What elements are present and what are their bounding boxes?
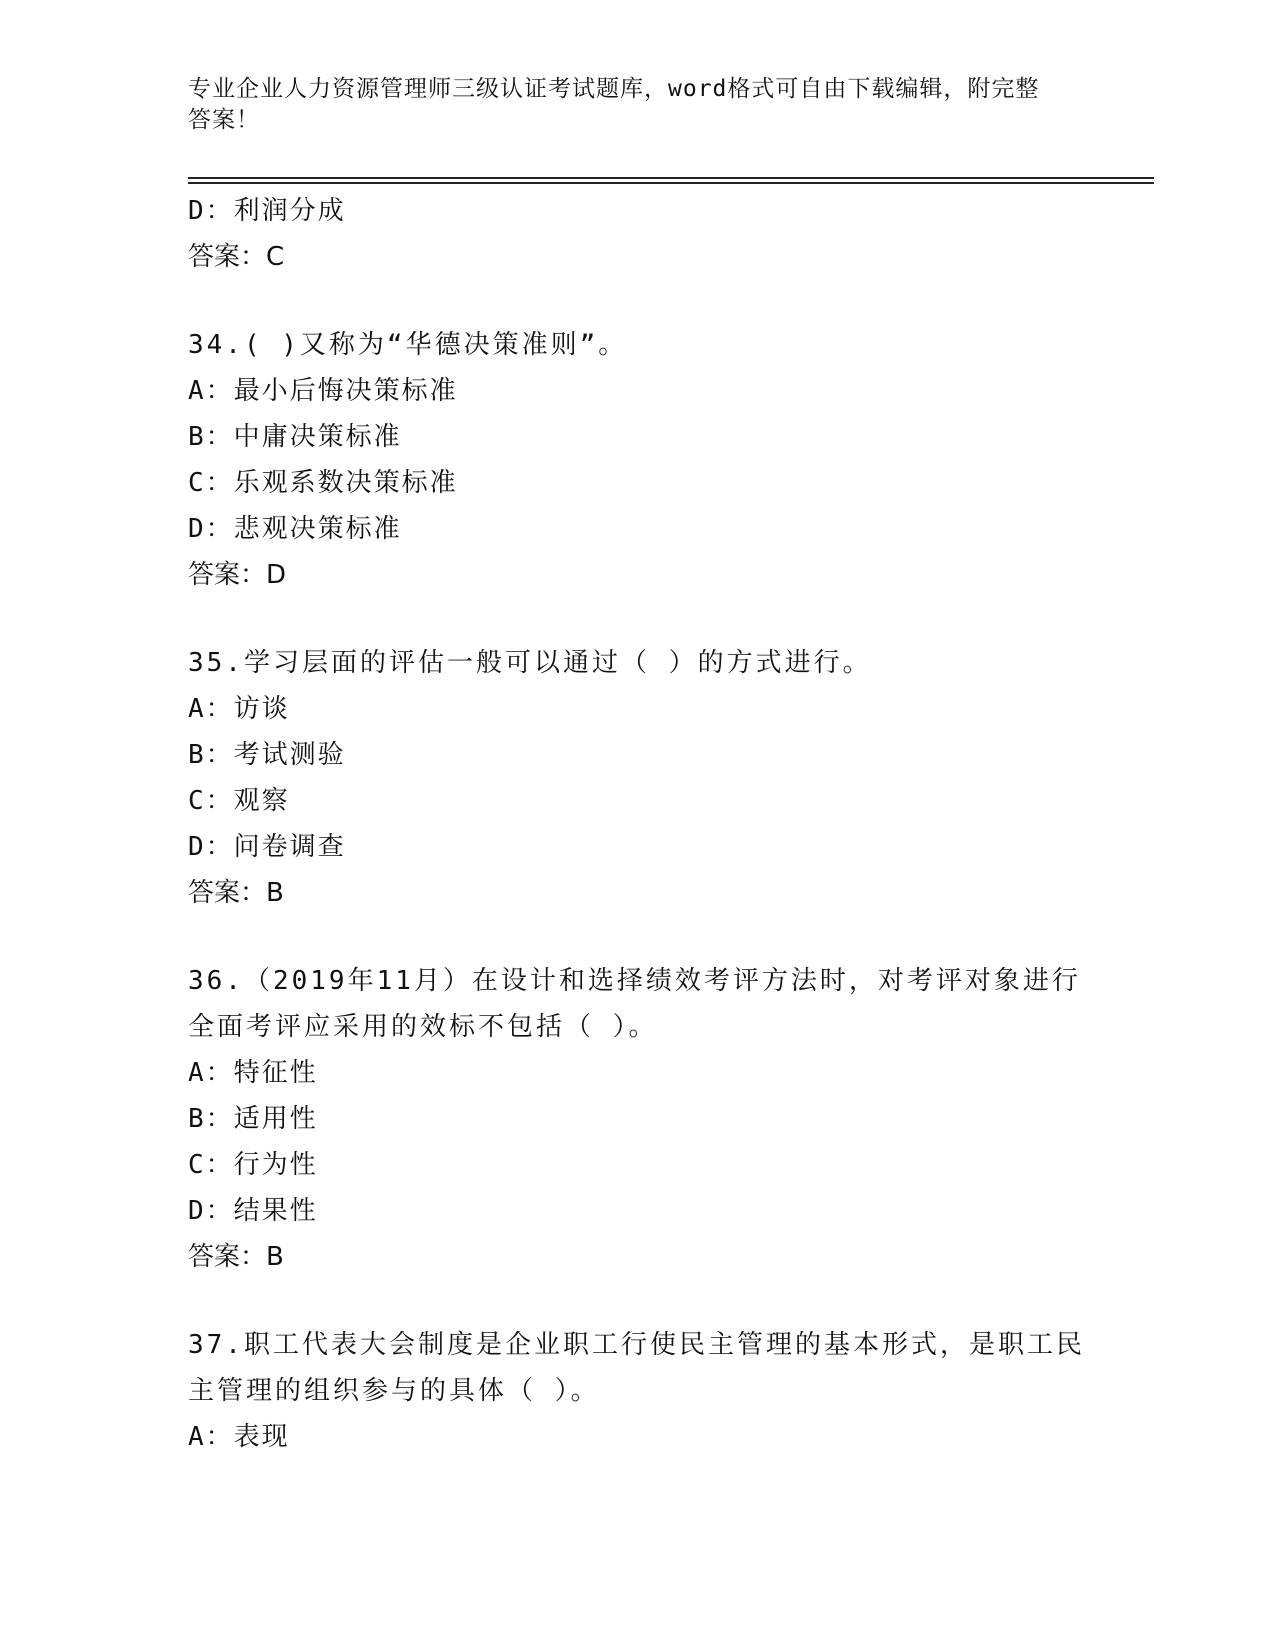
question-37 [188,1322,1088,1460]
question-stem-line-1: 37.职工代表大会制度是企业职工行使民主管理的基本形式，是职工民 [188,1330,1085,1360]
answer: 答案：B [188,878,284,908]
question-34 [188,322,1088,598]
option-c: C：行为性 [188,1150,318,1180]
option-b: B：适用性 [188,1104,318,1134]
option-c: C：乐观系数决策标准 [188,468,458,498]
question-36 [188,958,1088,1280]
question-stem-line-2: 主管理的组织参与的具体（ ）。 [188,1376,600,1406]
option-a: A：访谈 [188,694,290,724]
option-a: A：最小后悔决策标准 [188,376,458,406]
question-stem-line-1: 36.（2019年11月）在设计和选择绩效考评方法时，对考评对象进行 [188,966,1081,996]
option-c: C：观察 [188,786,290,816]
option-a: A：特征性 [188,1058,318,1088]
document-header [188,74,1068,136]
header-line-2: 答案！ [188,107,260,133]
option-b: B：中庸决策标准 [188,422,402,452]
question-35 [188,640,1088,916]
question-stem: 35.学习层面的评估一般可以通过（ ）的方式进行。 [188,648,872,678]
option-d: D：利润分成 [188,196,346,226]
answer: 答案：D [188,560,287,590]
header-divider-bottom [188,182,1154,184]
answer: 答案：C [188,242,285,272]
option-a: A：表现 [188,1422,290,1452]
option-d: D：结果性 [188,1196,318,1226]
option-d: D：悲观决策标准 [188,514,402,544]
question-list [188,188,1088,1460]
option-b: B：考试测验 [188,740,346,770]
header-line-1: 专业企业人力资源管理师三级认证考试题库，word格式可自由下载编辑，附完整 [188,76,1040,102]
question-stem-line-2: 全面考评应采用的效标不包括（ ）。 [188,1012,658,1042]
header-divider-top [188,177,1154,179]
answer: 答案：B [188,1242,284,1272]
option-d: D：问卷调查 [188,832,346,862]
question-stem: 34.( )又称为“华德决策准则”。 [188,330,628,360]
